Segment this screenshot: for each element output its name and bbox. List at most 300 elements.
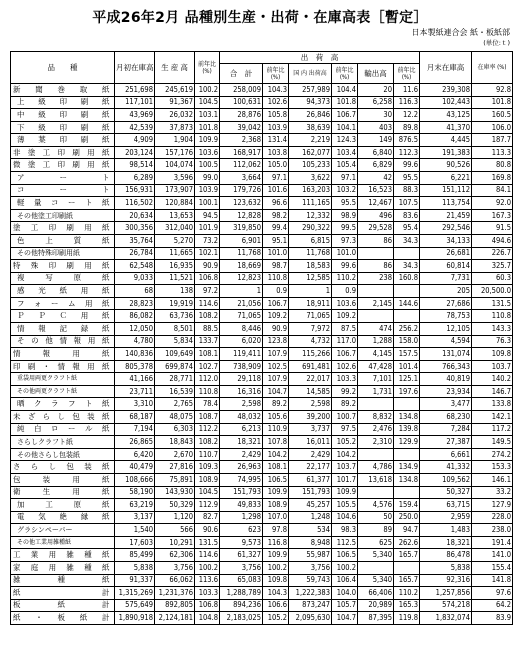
row-label: 新 聞 巻 取 紙 xyxy=(11,84,115,97)
value-cell: 95.1 xyxy=(263,234,289,247)
value-cell: 112,062 xyxy=(220,159,263,172)
value-cell: 494.6 xyxy=(472,234,513,247)
value-cell: 106.5 xyxy=(263,473,289,486)
value-cell: 34.3 xyxy=(394,234,420,247)
value-cell: 95.5 xyxy=(394,172,420,185)
header-domestic-yoy: 前年比 (%) xyxy=(332,64,358,84)
value-cell: 168,917 xyxy=(220,146,263,159)
value-cell: 104,074 xyxy=(155,159,195,172)
value-cell: 63,219 xyxy=(115,499,155,512)
value-cell: 60,814 xyxy=(420,260,472,273)
row-label: 塗 工 印 刷 用 紙 xyxy=(11,222,115,235)
value-cell: 6,020 xyxy=(220,335,263,348)
value-cell: 23,711 xyxy=(115,385,155,398)
value-cell: 115,266 xyxy=(289,348,332,361)
value-cell: 1,731 xyxy=(358,385,394,398)
value-cell: 103.9 xyxy=(263,121,289,134)
value-cell: 28,771 xyxy=(155,373,195,386)
value-cell: 239,308 xyxy=(420,84,472,97)
value-cell: 91,367 xyxy=(155,96,195,109)
value-cell: 18,911 xyxy=(289,297,332,310)
value-cell: 105.0 xyxy=(263,159,289,172)
value-cell xyxy=(394,247,420,260)
value-cell xyxy=(394,310,420,323)
row-label: コ ー ト xyxy=(11,184,115,197)
value-cell: 95.4 xyxy=(394,222,420,235)
value-cell: 68,230 xyxy=(420,411,472,424)
header-export-yoy: 前年比 (%) xyxy=(394,64,420,84)
value-cell: 4,732 xyxy=(289,335,332,348)
table-row xyxy=(11,234,513,247)
value-cell: 2,598 xyxy=(289,398,332,411)
value-cell: 103.1 xyxy=(195,109,220,122)
row-label: 中 級 印 刷 紙 xyxy=(11,109,115,122)
value-cell: 101.7 xyxy=(332,473,358,486)
value-cell: 103.7 xyxy=(472,360,513,373)
value-cell: 90.9 xyxy=(263,322,289,335)
value-cell: 55,987 xyxy=(289,549,332,562)
value-cell: 3,737 xyxy=(289,423,332,436)
value-cell: 1,248 xyxy=(289,511,332,524)
value-cell: 1,298 xyxy=(220,511,263,524)
value-cell: 42 xyxy=(358,172,394,185)
value-cell: 4,780 xyxy=(115,335,155,348)
value-cell: 7,731 xyxy=(420,272,472,285)
value-cell: 108.2 xyxy=(195,436,220,449)
value-cell: 11,665 xyxy=(155,247,195,260)
value-cell: 151,793 xyxy=(289,486,332,499)
value-cell: 138 xyxy=(155,285,195,298)
value-cell: 107.9 xyxy=(263,348,289,361)
value-cell: 50,327 xyxy=(420,486,472,499)
row-label: 複 写 原 紙 xyxy=(11,272,115,285)
value-cell: 4,145 xyxy=(358,348,394,361)
value-cell: 104.2 xyxy=(263,448,289,461)
value-cell: 142.1 xyxy=(472,411,513,424)
value-cell: 258,009 xyxy=(220,84,263,97)
value-cell: 109.2 xyxy=(332,310,358,323)
value-cell: 5,270 xyxy=(155,234,195,247)
value-cell: 92,316 xyxy=(420,574,472,587)
table-body xyxy=(11,84,513,625)
value-cell: 8,948 xyxy=(289,536,332,549)
value-cell: 106.7 xyxy=(332,348,358,361)
value-cell: 113.3 xyxy=(472,146,513,159)
table-row xyxy=(11,209,513,222)
value-cell: 623 xyxy=(220,524,263,537)
value-cell: 48,032 xyxy=(220,411,263,424)
value-cell: 104.4 xyxy=(332,84,358,97)
header-total: 合 計 xyxy=(220,64,263,84)
value-cell: 66,062 xyxy=(155,574,195,587)
value-cell: 82.7 xyxy=(195,511,220,524)
value-cell: 3,756 xyxy=(289,561,332,574)
value-cell: 104.5 xyxy=(195,96,220,109)
value-cell: 892,805 xyxy=(155,599,195,612)
value-cell: 97.6 xyxy=(472,587,513,600)
table-row xyxy=(11,373,513,386)
value-cell xyxy=(358,247,394,260)
value-cell xyxy=(394,285,420,298)
value-cell: 151,112 xyxy=(420,184,472,197)
value-cell: 12,332 xyxy=(289,209,332,222)
value-cell: 50 xyxy=(358,511,394,524)
value-cell: 191,383 xyxy=(420,146,472,159)
value-cell: 105.7 xyxy=(332,599,358,612)
value-cell: 22,177 xyxy=(289,461,332,474)
value-cell: 131.5 xyxy=(472,297,513,310)
row-label: 板 紙 計 xyxy=(11,599,115,612)
value-cell: 34,133 xyxy=(420,234,472,247)
table-row xyxy=(11,348,513,361)
value-cell: 40,479 xyxy=(115,461,155,474)
value-cell: 102.5 xyxy=(263,360,289,373)
value-cell: 108.2 xyxy=(195,310,220,323)
value-cell: 110.2 xyxy=(394,587,420,600)
value-cell: 18,843 xyxy=(155,436,195,449)
value-cell: 100.5 xyxy=(195,159,220,172)
value-cell: 101.0 xyxy=(263,247,289,260)
value-cell: 63,736 xyxy=(155,310,195,323)
value-cell: 160.5 xyxy=(472,109,513,122)
value-cell: 403 xyxy=(358,121,394,134)
value-cell: 86,478 xyxy=(420,549,472,562)
value-cell: 6,258 xyxy=(358,96,394,109)
value-cell: 8,832 xyxy=(358,411,394,424)
value-cell: 89.2 xyxy=(263,398,289,411)
value-cell: 162,077 xyxy=(289,146,332,159)
value-cell: 4,445 xyxy=(420,134,472,147)
value-cell: 21,056 xyxy=(220,297,263,310)
value-cell: 83.6 xyxy=(394,209,420,222)
value-cell: 149 xyxy=(358,134,394,147)
value-cell: 12,105 xyxy=(420,322,472,335)
value-cell: 21,459 xyxy=(420,209,472,222)
value-cell: 84.1 xyxy=(472,184,513,197)
value-cell: 113,754 xyxy=(420,197,472,210)
value-cell: 97.8 xyxy=(263,524,289,537)
value-cell: 0.9 xyxy=(332,285,358,298)
value-cell: 110.8 xyxy=(263,272,289,285)
value-cell: 107.5 xyxy=(394,197,420,210)
value-cell: 26,784 xyxy=(115,247,155,260)
value-cell: 111,165 xyxy=(289,197,332,210)
value-cell: 37,873 xyxy=(155,121,195,134)
value-cell: 68,187 xyxy=(115,411,155,424)
row-label: 微 塗 工 印 刷 用 紙 xyxy=(11,159,115,172)
table-row xyxy=(11,423,513,436)
row-label: その他工業用雑種紙 xyxy=(11,536,115,549)
value-cell: 103.2 xyxy=(332,184,358,197)
value-cell: 12,823 xyxy=(220,272,263,285)
value-cell: 165.7 xyxy=(394,549,420,562)
value-cell: 103.8 xyxy=(263,146,289,159)
value-cell: 140.2 xyxy=(472,373,513,386)
value-cell: 108.9 xyxy=(263,499,289,512)
row-label: フ ォ ー ム 用 紙 xyxy=(11,297,115,310)
value-cell: 99.5 xyxy=(332,222,358,235)
value-cell: 101.8 xyxy=(332,96,358,109)
value-cell: 103.4 xyxy=(332,146,358,159)
value-cell: 129.9 xyxy=(394,436,420,449)
value-cell: 105.2 xyxy=(332,436,358,449)
value-cell: 35,764 xyxy=(115,234,155,247)
value-cell: 1,288 xyxy=(358,335,394,348)
value-cell: 64.2 xyxy=(472,599,513,612)
row-label: 晒 ク ラ フ ト 紙 xyxy=(11,398,115,411)
value-cell: 106.8 xyxy=(195,599,220,612)
value-cell: 274.2 xyxy=(472,448,513,461)
value-cell: 99.4 xyxy=(263,222,289,235)
header-closing-stock: 月末在庫高 xyxy=(420,52,472,84)
value-cell: 110.8 xyxy=(195,385,220,398)
value-cell: 134.8 xyxy=(394,411,420,424)
value-cell: 100,631 xyxy=(220,96,263,109)
value-cell: 39,200 xyxy=(289,411,332,424)
value-cell: 140,836 xyxy=(115,348,155,361)
table-row xyxy=(11,322,513,335)
value-cell: 127.9 xyxy=(472,499,513,512)
value-cell: 87,395 xyxy=(358,612,394,625)
value-cell: 312,040 xyxy=(155,222,195,235)
value-cell: 112.5 xyxy=(332,536,358,549)
value-cell: 6,840 xyxy=(358,146,394,159)
value-cell: 102.6 xyxy=(332,360,358,373)
value-cell: 157.5 xyxy=(394,348,420,361)
table-row xyxy=(11,260,513,273)
row-label: グラシンペーパー xyxy=(11,524,115,537)
value-cell: 169.8 xyxy=(472,172,513,185)
value-cell: 102.1 xyxy=(195,247,220,260)
value-cell: 20,500.0 xyxy=(472,285,513,298)
header-total-yoy: 前年比 (%) xyxy=(263,64,289,84)
value-cell: 63,715 xyxy=(420,499,472,512)
value-cell: 75,891 xyxy=(155,473,195,486)
value-cell: 187.7 xyxy=(472,134,513,147)
value-cell: 106.0 xyxy=(472,121,513,134)
value-cell: 71,065 xyxy=(289,310,332,323)
value-cell: 26,032 xyxy=(155,109,195,122)
value-cell: 2,183,025 xyxy=(220,612,263,625)
value-cell: 103.7 xyxy=(332,461,358,474)
value-cell: 16,316 xyxy=(220,385,263,398)
value-cell: 104.5 xyxy=(195,486,220,499)
value-cell: 11,521 xyxy=(155,272,195,285)
value-cell: 104.1 xyxy=(332,121,358,134)
table-row xyxy=(11,247,513,260)
value-cell: 160.8 xyxy=(394,272,420,285)
value-cell: 18,321 xyxy=(220,436,263,449)
table-row xyxy=(11,486,513,499)
value-cell: 133.8 xyxy=(472,398,513,411)
value-cell: 103.3 xyxy=(195,587,220,600)
value-cell: 101.9 xyxy=(195,222,220,235)
value-cell: 117.0 xyxy=(332,335,358,348)
value-cell: 474 xyxy=(358,322,394,335)
value-cell: 2,429 xyxy=(220,448,263,461)
value-cell: 149.5 xyxy=(472,436,513,449)
value-cell: 108.1 xyxy=(195,348,220,361)
row-label: 特 殊 印 刷 用 紙 xyxy=(11,260,115,273)
value-cell: 42,539 xyxy=(115,121,155,134)
value-cell: 103.6 xyxy=(332,297,358,310)
table-row xyxy=(11,159,513,172)
value-cell: 89.2 xyxy=(332,398,358,411)
row-label: 印 刷 ・ 情 報 用 紙 xyxy=(11,360,115,373)
value-cell: 691,481 xyxy=(289,360,332,373)
row-label: 重袋用両更クラフト紙 xyxy=(11,373,115,386)
value-cell: 97.3 xyxy=(332,234,358,247)
value-cell: 16,935 xyxy=(155,260,195,273)
value-cell: 133.7 xyxy=(195,335,220,348)
value-cell: 9,573 xyxy=(220,536,263,549)
value-cell: 2,219 xyxy=(289,134,332,147)
value-cell: 6,829 xyxy=(358,159,394,172)
value-cell: 97.5 xyxy=(332,423,358,436)
value-cell: 575,649 xyxy=(115,599,155,612)
table-row xyxy=(11,172,513,185)
value-cell xyxy=(394,398,420,411)
value-cell: 109,562 xyxy=(420,473,472,486)
table-row xyxy=(11,536,513,549)
value-cell: 179,726 xyxy=(220,184,263,197)
value-cell: 86 xyxy=(358,234,394,247)
table-row xyxy=(11,134,513,147)
row-label: 衛 生 用 紙 xyxy=(11,486,115,499)
value-cell: 101.8 xyxy=(195,121,220,134)
value-cell: 1 xyxy=(289,285,332,298)
unit-label: (単位:ｔ) xyxy=(483,39,510,47)
header-shipments: 出 荷 高 xyxy=(220,52,420,64)
value-cell: 12,828 xyxy=(220,209,263,222)
value-cell: 7,194 xyxy=(115,423,155,436)
value-cell: 163,203 xyxy=(289,184,332,197)
value-cell: 94.7 xyxy=(394,524,420,537)
value-cell: 894,236 xyxy=(220,599,263,612)
value-cell: 87.5 xyxy=(332,322,358,335)
value-cell: 165.7 xyxy=(394,574,420,587)
value-cell xyxy=(358,285,394,298)
table-row xyxy=(11,272,513,285)
value-cell: 109.9 xyxy=(195,134,220,147)
value-cell: 19,919 xyxy=(155,297,195,310)
value-cell: 98.2 xyxy=(263,209,289,222)
value-cell: 105,233 xyxy=(289,159,332,172)
value-cell: 2,124,181 xyxy=(155,612,195,625)
value-cell: 5,838 xyxy=(420,561,472,574)
value-cell: 6,815 xyxy=(289,234,332,247)
value-cell: 7,972 xyxy=(289,322,332,335)
value-cell: 173,907 xyxy=(155,184,195,197)
value-cell: 95.5 xyxy=(332,197,358,210)
value-cell: 167.3 xyxy=(472,209,513,222)
value-cell: 292,546 xyxy=(420,222,472,235)
value-cell: 766,343 xyxy=(420,360,472,373)
value-cell: 88.3 xyxy=(394,184,420,197)
value-cell: 119.8 xyxy=(394,612,420,625)
value-cell: 101.8 xyxy=(472,96,513,109)
value-cell: 1,288,789 xyxy=(220,587,263,600)
value-cell: 78,753 xyxy=(420,310,472,323)
table-row xyxy=(11,398,513,411)
value-cell: 99.6 xyxy=(332,260,358,273)
value-cell: 100.2 xyxy=(195,561,220,574)
value-cell: 50,329 xyxy=(155,499,195,512)
value-cell: 20 xyxy=(358,84,394,97)
value-cell: 97.1 xyxy=(263,172,289,185)
value-cell: 110.2 xyxy=(332,272,358,285)
row-label: さらしクラフト紙 xyxy=(11,436,115,449)
value-cell: 41,166 xyxy=(115,373,155,386)
value-cell: 6,661 xyxy=(420,448,472,461)
value-cell: 104.2 xyxy=(332,448,358,461)
value-cell: 86 xyxy=(358,260,394,273)
value-cell: 873,247 xyxy=(289,599,332,612)
value-cell: 114.6 xyxy=(195,297,220,310)
value-cell: 12,585 xyxy=(289,272,332,285)
value-cell: 65,083 xyxy=(220,574,263,587)
value-cell: 8,501 xyxy=(155,322,195,335)
value-cell: 290,322 xyxy=(289,222,332,235)
value-cell: 26,865 xyxy=(115,436,155,449)
value-cell xyxy=(394,448,420,461)
value-cell: 18,583 xyxy=(289,260,332,273)
value-cell: 131.5 xyxy=(195,536,220,549)
table-row-total xyxy=(11,599,513,612)
value-cell: 83.9 xyxy=(472,612,513,625)
value-cell: 250.0 xyxy=(394,511,420,524)
value-cell: 116.3 xyxy=(394,96,420,109)
value-cell: 104.7 xyxy=(332,612,358,625)
value-cell: 97.2 xyxy=(195,285,220,298)
row-label: Ｐ Ｐ Ｃ 用 紙 xyxy=(11,310,115,323)
value-cell: 5,834 xyxy=(155,335,195,348)
value-cell: 257,989 xyxy=(289,84,332,97)
value-cell: 98.3 xyxy=(332,524,358,537)
value-cell: 1,483 xyxy=(420,524,472,537)
row-label: 工 業 用 雑 種 紙 xyxy=(11,549,115,562)
value-cell: 1,890,918 xyxy=(115,612,155,625)
publisher-label: 日本製紙連合会 紙・板紙部 xyxy=(411,28,510,37)
value-cell: 105.5 xyxy=(332,499,358,512)
value-cell: 100.2 xyxy=(195,84,220,97)
statistics-table xyxy=(10,51,513,625)
table-row xyxy=(11,499,513,512)
row-label: その他両更クラフト紙 xyxy=(11,385,115,398)
value-cell: 5,838 xyxy=(115,561,155,574)
value-cell: 2,429 xyxy=(289,448,332,461)
row-label: 非 塗 工 印 刷 用 紙 xyxy=(11,146,115,159)
value-cell: 105.6 xyxy=(263,411,289,424)
header-item: 品 種 xyxy=(11,52,115,84)
value-cell: 3,310 xyxy=(115,398,155,411)
value-cell: 106.7 xyxy=(332,109,358,122)
header-production-yoy: 前年比 (%) xyxy=(195,52,220,84)
value-cell: 106.4 xyxy=(332,574,358,587)
value-cell: 2,670 xyxy=(155,448,195,461)
value-cell: 165.3 xyxy=(394,599,420,612)
header-export: 輸出高 xyxy=(358,64,394,84)
value-cell: 104.3 xyxy=(263,587,289,600)
value-cell: 131.4 xyxy=(263,134,289,147)
value-cell: 101.0 xyxy=(332,247,358,260)
row-label: 情 報 用 紙 xyxy=(11,348,115,361)
value-cell: 4,786 xyxy=(358,461,394,474)
value-cell: 3,596 xyxy=(155,172,195,185)
value-cell: 104.6 xyxy=(332,511,358,524)
value-cell: 11,768 xyxy=(220,247,263,260)
value-cell: 12.2 xyxy=(394,109,420,122)
